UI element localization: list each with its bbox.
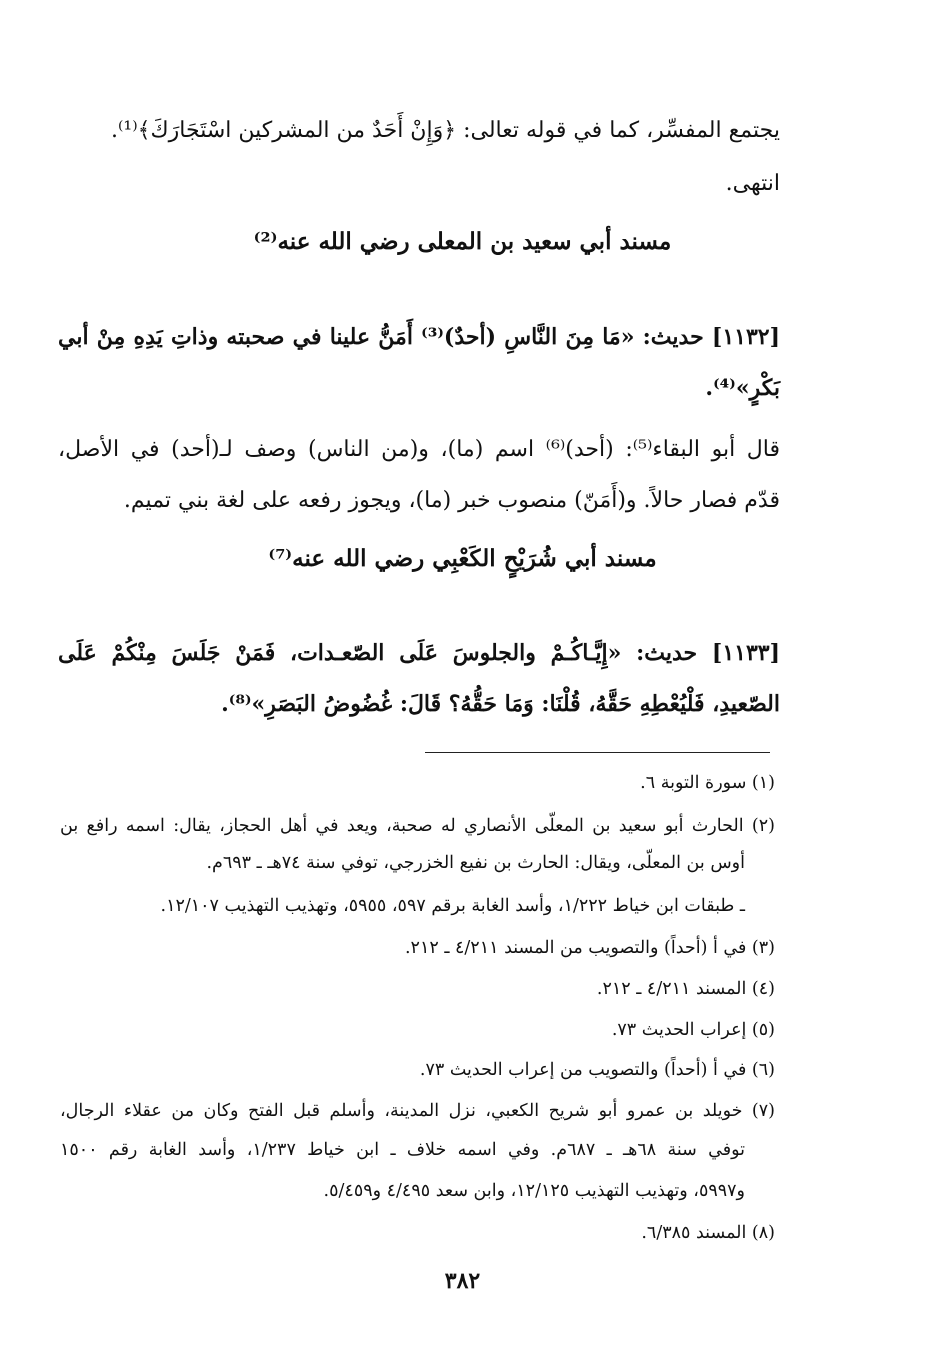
footnote-separator: [425, 752, 770, 753]
footnote-8: (٨) المسند ٦/٣٨٥.: [641, 1223, 775, 1243]
hadith-1133-line-1: [١١٣٣] حديث: «إِيَّـاكُـمْ والجلوسَ عَلَى الصّعـدات، فَمَنْ جَلَسَ مِنْكُمْ عَلَى: [58, 640, 780, 666]
footnote-4: (٤) المسند ٤/٢١١ ـ ٢١٢.: [596, 979, 775, 999]
hadith-1132-line-2: بَكْرٍ»⁽⁴⁾.: [705, 375, 780, 401]
page-number: ٣٨٢: [444, 1268, 481, 1294]
footnote-2-line-3: ـ طبقات ابن خياط ١/٢٢٢، وأسد الغابة برقم ٥٩٧، ٥٩٥٥، وتهذيب التهذيب ١٢/١٠٧.: [160, 896, 745, 916]
body-line-2: انتهى.: [725, 171, 780, 196]
section-heading-abu-shurayh: مسند أبي شُرَيْحٍ الكَعْبِي رضي الله عنه⁽⁷⁾: [268, 545, 657, 572]
footnote-7-line-2: توفي سنة ٦٨هـ ـ ٦٨٧م. وفي اسمه خلاف ـ ابن خياط ١/٢٣٧، وأسد الغابة رقم ١٥٠٠: [60, 1140, 745, 1160]
footnote-5: (٥) إعراب الحديث ٧٣.: [611, 1020, 775, 1040]
commentary-line-2: قدّم فصار حالاً. و(أَمَنّ) منصوب خبر (ما)، ويجوز رفعه على لغة بني تميم.: [123, 488, 780, 513]
footnote-7-line-3: و٥٩٩٧، وتهذيب التهذيب ١٢/١٢٥، وابن سعد ٤/٤٩٥ و٥/٤٥٩.: [323, 1181, 745, 1201]
commentary-line-1: قال أبو البقاء⁽⁵⁾: (أحد)⁽⁶⁾ اسم (ما)، و(من الناس) وصف لـ(أحد) في الأصل،: [58, 437, 781, 462]
body-line-1: يجتمع المفسِّر، كما في قوله تعالى: ﴿وَإِنْ أَحَدٌ من المشركين اسْتَجَارَكَ﴾⁽¹⁾.: [111, 118, 780, 143]
hadith-1133-line-2: الصّعيدِ، فَلْيُعْطِهِ حَقَّهُ، قُلْنَا: وَمَا حَقُّهُ؟ قَالَ: غُضُوضُ البَصَرِ»⁽⁸⁾.: [221, 691, 780, 717]
footnote-1: (١) سورة التوبة ٦.: [640, 773, 775, 793]
section-heading-abu-said: مسند أبي سعيد بن المعلى رضي الله عنه⁽²⁾: [253, 228, 672, 255]
footnote-3: (٣) في أ (أحداً) والتصويب من المسند ٤/٢١١ ـ ٢١٢.: [404, 938, 775, 958]
footnote-7-line-1: (٧) خويلد بن عمرو أبو شريح الكعبي، نزل المدينة، وأسلم قبل الفتح وكان من عقلاء الرجال،: [60, 1101, 775, 1121]
footnote-6: (٦) في أ (أحداً) والتصويب من إعراب الحديث ٧٣.: [419, 1060, 775, 1080]
footnote-2-line-2: أوس بن المعلّى، ويقال: الحارث بن نفيع الخزرجي، توفي سنة ٧٤هـ ـ ٦٩٣م.: [206, 853, 745, 873]
hadith-1132-line-1: [١١٣٢] حديث: «مَا مِنَ النَّاسِ (أحدٌ)⁽³⁾ أَمَنُّ علينا في صحبته وذاتِ يَدِهِ مِنْ أبي: [58, 324, 780, 350]
footnote-2-line-1: (٢) الحارث أبو سعيد بن المعلّى الأنصاري له صحبة، ويعد في أهل الحجاز، يقال: اسمه رافع بن: [60, 816, 775, 836]
